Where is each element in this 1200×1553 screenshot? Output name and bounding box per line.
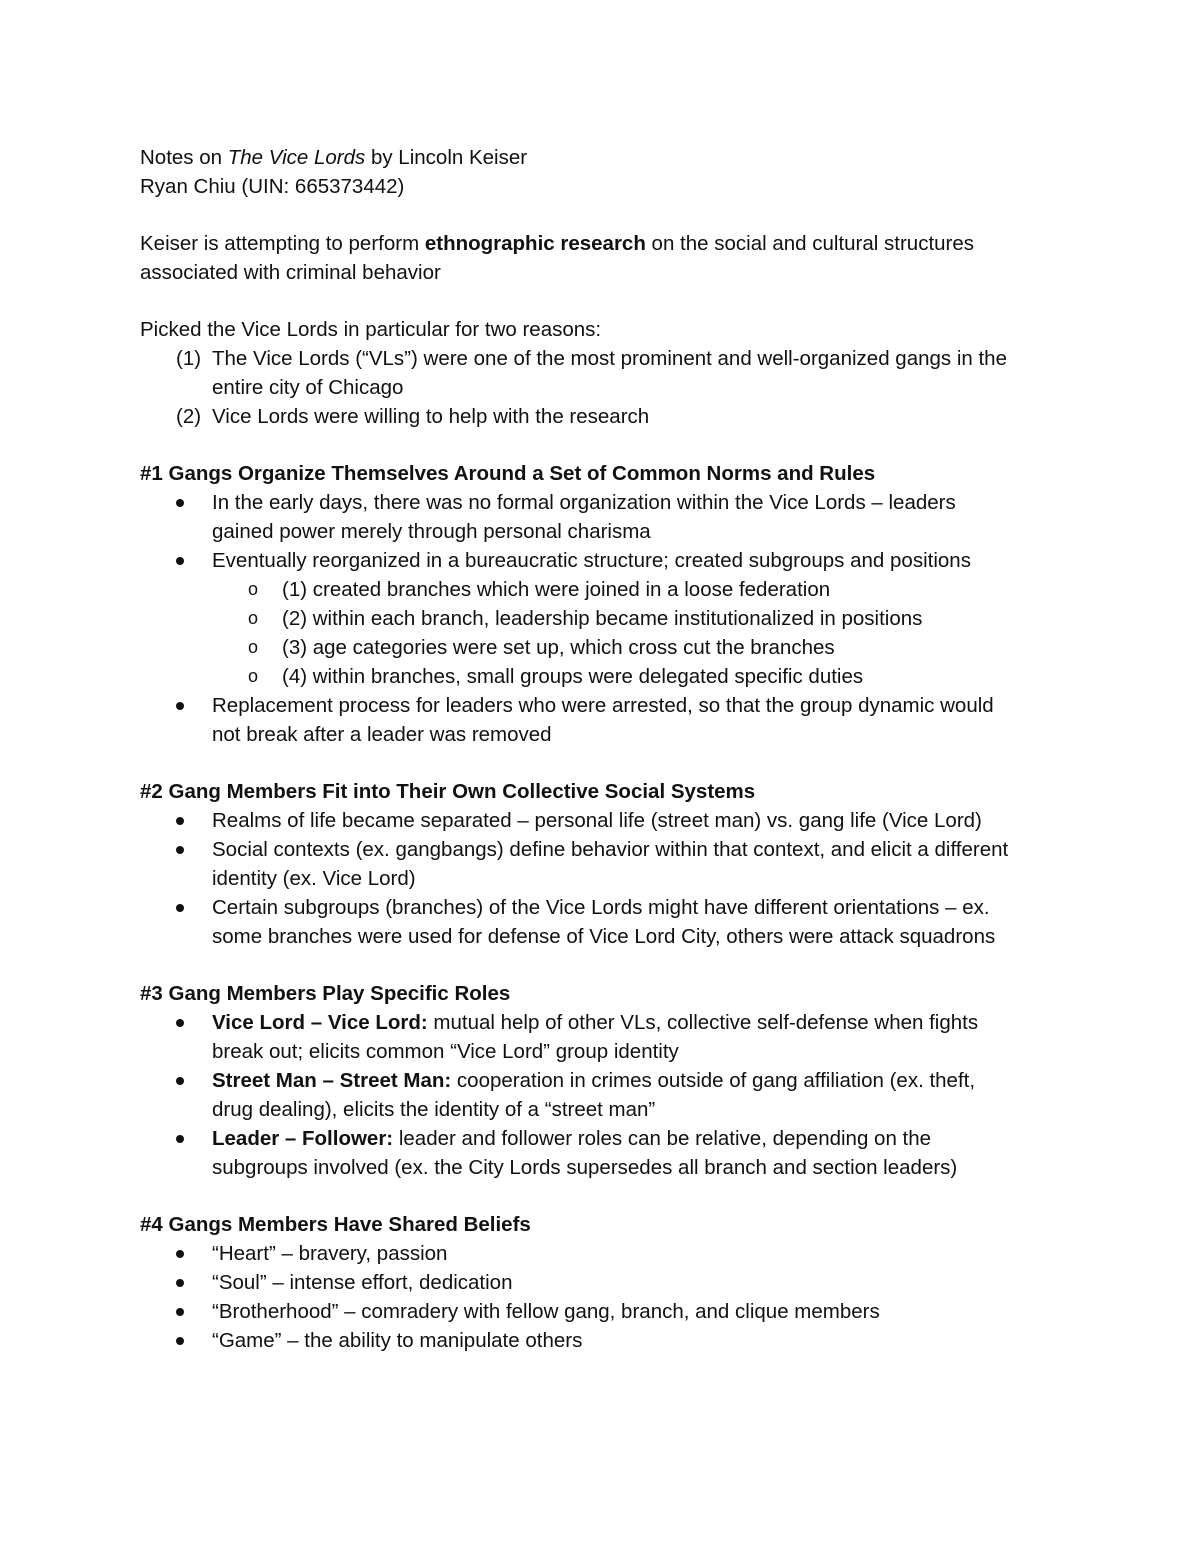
bullet-icon (176, 557, 184, 565)
belief-text: “Game” – the ability to manipulate others (212, 1329, 583, 1352)
circle-bullet-icon: o (248, 637, 259, 657)
list-item (140, 1008, 1070, 1066)
title-prefix: Notes on (140, 146, 228, 169)
bullet-icon (176, 1337, 184, 1345)
role-label: Street Man – Street Man: (212, 1069, 452, 1092)
sub-text: (2) within each branch, leadership became institutionalized in positions (282, 607, 923, 630)
sub-list-item (140, 575, 1070, 604)
list-item (140, 1124, 1070, 1182)
section-2-heading: #2 Gang Members Fit into Their Own Collective Social Systems (140, 780, 756, 803)
circle-bullet-icon: o (248, 666, 259, 686)
role-text: leader and follower roles can be relative, depending on the (393, 1127, 932, 1150)
author-line: Ryan Chiu (UIN: 665373442) (140, 175, 405, 198)
list-item (140, 1066, 1070, 1124)
title-suffix: by Lincoln Keiser (365, 146, 528, 169)
bullet-icon (176, 817, 184, 825)
list-item (140, 835, 1070, 893)
bullet-icon (176, 1250, 184, 1258)
section-1-list (140, 488, 1070, 749)
sub-list-item (140, 633, 1070, 662)
role-1-line-1 (212, 1008, 1070, 1037)
title-book: The Vice Lords (227, 146, 366, 169)
intro-text-1: Keiser is attempting to perform (140, 232, 425, 255)
role-label: Vice Lord – Vice Lord: (212, 1011, 428, 1034)
list-item (140, 1268, 1070, 1297)
list-item (140, 893, 1070, 951)
document-title (140, 143, 1070, 172)
sub-list (212, 575, 1070, 691)
list-item (140, 1326, 1070, 1355)
role-text: drug dealing), elicits the identity of a “street man” (212, 1098, 656, 1121)
intro-text-2: on the social and cultural structures (645, 232, 975, 255)
reasons-lead: Picked the Vice Lords in particular for two reasons: (140, 318, 602, 341)
reason-1-line-1: The Vice Lords (“VLs”) were one of the most prominent and well-organized gangs in the (212, 347, 1007, 370)
section-4-heading: #4 Gangs Members Have Shared Beliefs (140, 1213, 531, 1236)
bullet-icon (176, 846, 184, 854)
bullet-text: identity (ex. Vice Lord) (212, 867, 416, 890)
bullet-icon (176, 1077, 184, 1085)
sub-text: (3) age categories were set up, which cross cut the branches (282, 636, 835, 659)
bullet-text: not break after a leader was removed (212, 723, 552, 746)
bullet-text: Certain subgroups (branches) of the Vice Lords might have different orientations – ex. (212, 896, 990, 919)
list-item (140, 1297, 1070, 1326)
bullet-text: Eventually reorganized in a bureaucratic structure; created subgroups and positions (212, 549, 971, 572)
section-3-list (140, 1008, 1070, 1182)
bullet-text: gained power merely through personal charisma (212, 520, 651, 543)
list-item (140, 488, 1070, 546)
section-1-heading: #1 Gangs Organize Themselves Around a Set of Common Norms and Rules (140, 462, 876, 485)
role-text: subgroups involved (ex. the City Lords supersedes all branch and section leaders) (212, 1156, 958, 1179)
circle-bullet-icon: o (248, 579, 259, 599)
reason-2-line-1: Vice Lords were willing to help with the research (212, 405, 650, 428)
role-3-line-1 (212, 1124, 1070, 1153)
list-item (140, 806, 1070, 835)
bullet-text: Realms of life became separated – personal life (street man) vs. gang life (Vice Lord) (212, 809, 982, 832)
role-label: Leader – Follower: (212, 1127, 394, 1150)
belief-text: “Brotherhood” – comradery with fellow gang, branch, and clique members (212, 1300, 880, 1323)
sub-text: (4) within branches, small groups were delegated specific duties (282, 665, 864, 688)
bullet-text: In the early days, there was no formal organization within the Vice Lords – leaders (212, 491, 956, 514)
role-text: cooperation in crimes outside of gang affiliation (ex. theft, (451, 1069, 976, 1092)
bullet-icon (176, 1308, 184, 1316)
bullet-icon (176, 499, 184, 507)
section-3-heading: #3 Gang Members Play Specific Roles (140, 982, 511, 1005)
bullet-icon (176, 1135, 184, 1143)
sub-list-item (140, 604, 1070, 633)
sub-list-item (140, 662, 1070, 691)
reason-1-line-2: entire city of Chicago (212, 376, 404, 399)
list-item (140, 344, 1070, 402)
intro-line-2: associated with criminal behavior (140, 261, 441, 284)
sub-text: (1) created branches which were joined in a loose federation (282, 578, 831, 601)
bullet-icon (176, 904, 184, 912)
reasons-list (140, 344, 1070, 431)
belief-text: “Heart” – bravery, passion (212, 1242, 448, 1265)
role-text: mutual help of other VLs, collective self-defense when fights (427, 1011, 979, 1034)
section-2-list (140, 806, 1070, 951)
bullet-icon (176, 702, 184, 710)
list-marker: (1) (176, 347, 202, 370)
list-item (140, 546, 1070, 691)
list-marker: (2) (176, 405, 202, 428)
role-text: break out; elicits common “Vice Lord” group identity (212, 1040, 679, 1063)
document-page (140, 143, 1070, 1355)
bullet-text: Social contexts (ex. gangbangs) define behavior within that context, and elicit a different (212, 838, 1009, 861)
belief-text: “Soul” – intense effort, dedication (212, 1271, 513, 1294)
list-item (140, 1239, 1070, 1268)
intro-bold: ethnographic research (424, 232, 646, 255)
intro-line-1 (140, 229, 1070, 258)
bullet-text: some branches were used for defense of Vice Lord City, others were attack squadrons (212, 925, 996, 948)
section-4-list (140, 1239, 1070, 1355)
bullet-text: Replacement process for leaders who were arrested, so that the group dynamic would (212, 694, 994, 717)
list-item (140, 691, 1070, 749)
list-item (140, 402, 1070, 431)
bullet-icon (176, 1279, 184, 1287)
role-2-line-1 (212, 1066, 1070, 1095)
circle-bullet-icon: o (248, 608, 259, 628)
bullet-icon (176, 1019, 184, 1027)
